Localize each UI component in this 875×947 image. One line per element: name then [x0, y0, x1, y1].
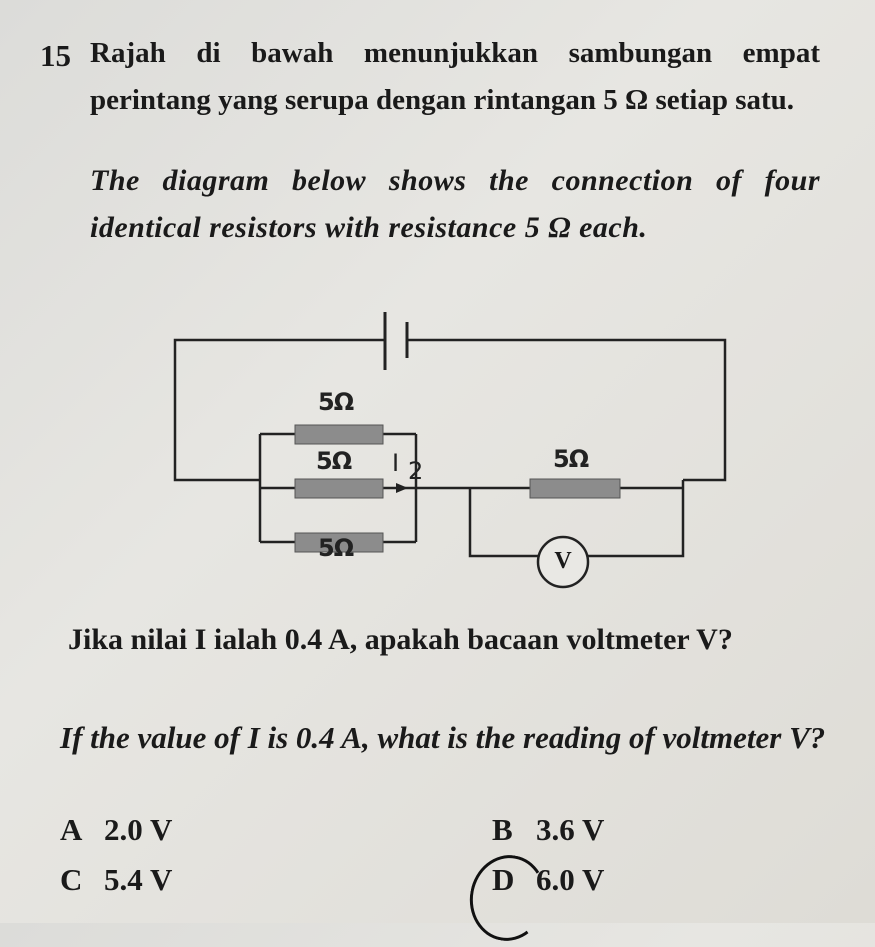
resistor-4	[530, 479, 620, 498]
current-arrow-icon	[396, 483, 408, 493]
option-d-text: 6.0 V	[536, 862, 605, 897]
option-b-letter: B	[492, 812, 513, 847]
option-c-letter: C	[60, 862, 83, 897]
resistor-4-label: 5Ω	[553, 445, 589, 473]
option-c-text: 5.4 V	[104, 862, 173, 897]
current-annotation: 2	[408, 457, 423, 485]
resistor-2-label: 5Ω	[316, 447, 352, 475]
resistor-1-label: 5Ω	[318, 388, 354, 416]
option-d-letter: D	[492, 862, 515, 897]
wire-voltmeter-left	[470, 488, 538, 556]
question-number: 15	[40, 38, 71, 73]
resistor-2	[295, 479, 383, 498]
current-label: I	[392, 449, 399, 477]
voltmeter-label: V	[554, 548, 572, 574]
option-c[interactable]	[60, 862, 172, 898]
question-prompt-english: If the value of I is 0.4 A, what is the reading of voltmeter V?	[60, 720, 826, 755]
option-a-letter: A	[60, 812, 83, 847]
option-a[interactable]	[60, 812, 172, 848]
option-b[interactable]	[492, 812, 604, 848]
resistor-1	[295, 425, 383, 444]
option-a-text: 2.0 V	[104, 812, 173, 847]
question-text-english: The diagram below shows the connection of four identical resistors with resistance 5 Ω each.	[90, 164, 820, 244]
resistor-3-label: 5Ω	[318, 534, 354, 562]
question-text-malay: Rajah di bawah menunjukkan sambungan empat perintang yang serupa dengan rintangan 5 Ω setiap satu.	[90, 37, 820, 116]
question-prompt-malay: Jika nilai I ialah 0.4 A, apakah bacaan voltmeter V?	[68, 623, 733, 656]
option-b-text: 3.6 V	[536, 812, 605, 847]
wire-top-left	[175, 340, 385, 480]
